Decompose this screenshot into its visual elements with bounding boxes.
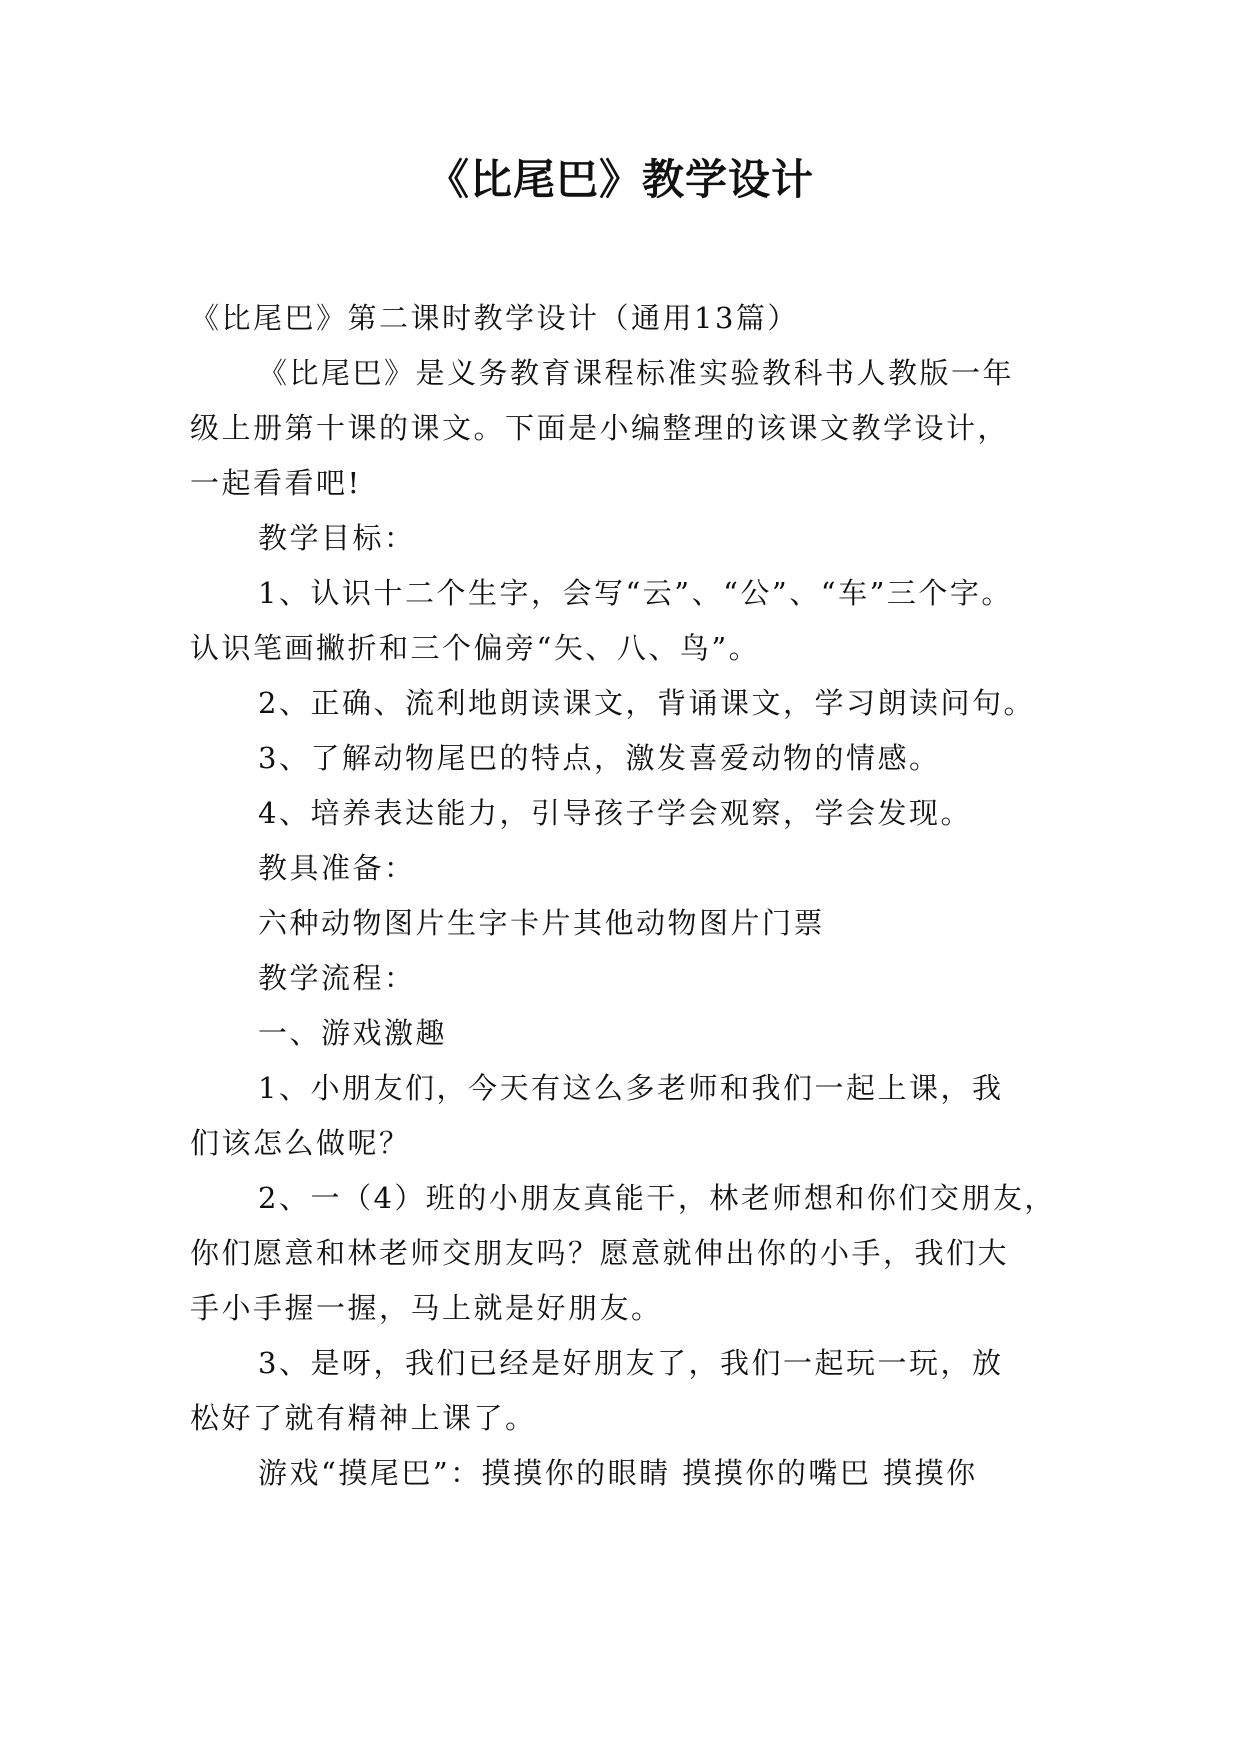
paragraph-line: 手小手握一握，马上就是好朋友。 xyxy=(190,1291,663,1325)
paragraph-line: 认识笔画撇折和三个偏旁“矢、八、鸟”。 xyxy=(190,631,761,665)
section-heading: 一、游戏激趣 xyxy=(258,1016,448,1050)
section-heading: 教学目标： xyxy=(258,521,416,555)
paragraph-line: 你们愿意和林老师交朋友吗？愿意就伸出你的小手，我们大 xyxy=(190,1236,1010,1270)
document-title: 《比尾巴》教学设计 xyxy=(426,155,814,204)
section-heading: 教学流程： xyxy=(258,961,416,995)
paragraph-line: 游戏“摸尾巴”：摸摸你的眼睛 摸摸你的嘴巴 摸摸你 xyxy=(258,1456,978,1490)
paragraph-line: 们该怎么做呢？ xyxy=(190,1126,411,1160)
paragraph-line: 3、了解动物尾巴的特点，激发喜爱动物的情感。 xyxy=(258,741,941,775)
paragraph-line: 1、认识十二个生字，会写“云”、“公”、“车”三个字。 xyxy=(258,576,1013,610)
paragraph-line: 《比尾巴》是义务教育课程标准实验教科书人教版一年 xyxy=(258,356,1015,390)
paragraph-line: 1、小朋友们，今天有这么多老师和我们一起上课，我 xyxy=(258,1071,1004,1105)
paragraph-line: 级上册第十课的课文。下面是小编整理的该课文教学设计， xyxy=(190,411,1010,445)
paragraph-line: 松好了就有精神上课了。 xyxy=(190,1401,537,1435)
paragraph-line: 六种动物图片生字卡片其他动物图片门票 xyxy=(258,906,826,940)
subtitle-line: 《比尾巴》第二课时教学设计（通用13篇） xyxy=(190,301,799,335)
paragraph-line: 一起看看吧! xyxy=(190,466,362,500)
section-heading: 教具准备： xyxy=(258,851,416,885)
paragraph-line: 2、一（4）班的小朋友真能干，林老师想和你们交朋友， xyxy=(258,1181,1056,1215)
paragraph-line: 2、正确、流利地朗读课文，背诵课文，学习朗读问句。 xyxy=(258,686,1035,720)
paragraph-line: 4、培养表达能力，引导孩子学会观察，学会发现。 xyxy=(258,796,972,830)
paragraph-line: 3、是呀，我们已经是好朋友了，我们一起玩一玩，放 xyxy=(258,1346,1004,1380)
